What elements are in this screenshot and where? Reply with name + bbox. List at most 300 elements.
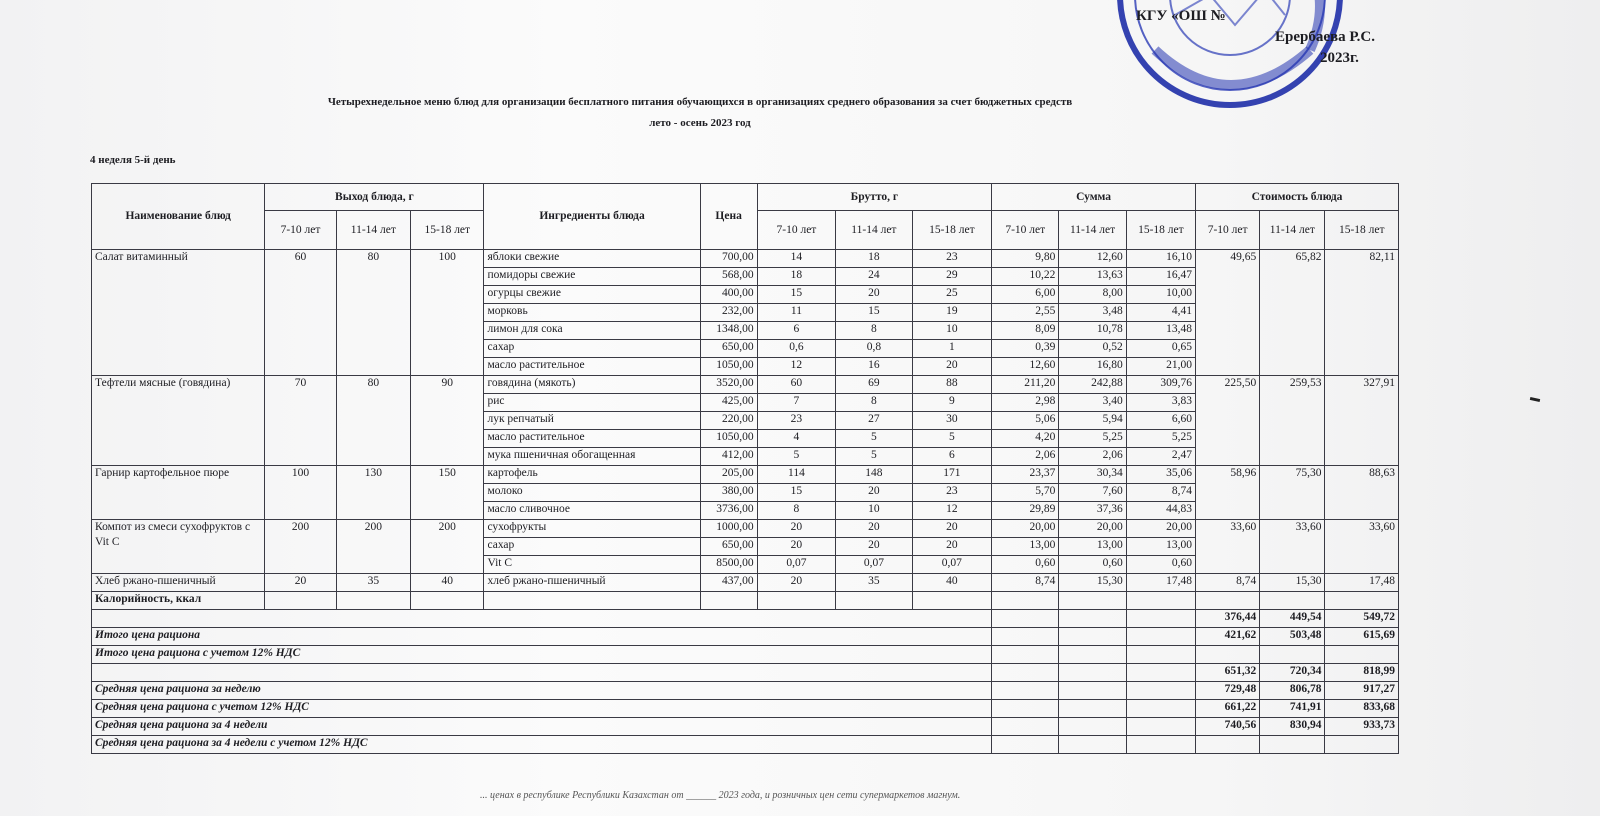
- total-empty-cell: [992, 718, 1059, 736]
- total-label: [92, 610, 992, 628]
- ingredient-brutto: 9: [912, 394, 992, 412]
- dish-output: 40: [411, 574, 484, 592]
- dish-cost: 327,91: [1325, 376, 1399, 466]
- header-age-0: 7-10 лет: [1196, 211, 1260, 250]
- total-empty-cell: [992, 664, 1059, 682]
- ingredient-brutto: 4: [757, 430, 835, 448]
- calories-cell: [265, 592, 336, 610]
- calories-cell: [1196, 592, 1260, 610]
- ingredient-brutto: 20: [836, 520, 912, 538]
- ingredient-name: говядина (мякоть): [484, 376, 700, 394]
- calories-cell: [1059, 592, 1126, 610]
- ingredient-brutto: 15: [757, 286, 835, 304]
- ingredient-name: масло растительное: [484, 430, 700, 448]
- total-empty-cell: [1059, 628, 1126, 646]
- ingredient-brutto: 6: [757, 322, 835, 340]
- ingredient-price: 232,00: [700, 304, 757, 322]
- footnote: ... ценах в республике Республики Казахстан от ______ 2023 года, и розничных цен сети супермаркетов магнум.: [480, 790, 961, 801]
- total-empty-cell: [992, 610, 1059, 628]
- dish-name: Хлеб ржано-пшеничный: [92, 574, 265, 592]
- ingredient-brutto: 23: [757, 412, 835, 430]
- table-row: [92, 250, 1399, 268]
- dish-name: Компот из смеси сухофруктов с Vit C: [92, 520, 265, 574]
- ingredient-price: 1000,00: [700, 520, 757, 538]
- total-value: 741,91: [1260, 700, 1325, 718]
- ingredient-sum: 37,36: [1059, 502, 1126, 520]
- ingredient-price: 220,00: [700, 412, 757, 430]
- ingredient-sum: 20,00: [1059, 520, 1126, 538]
- calories-cell: [1126, 592, 1195, 610]
- ingredient-brutto: 7: [757, 394, 835, 412]
- total-label: Средняя цена рациона за неделю: [92, 682, 992, 700]
- dish-output: 80: [336, 250, 410, 376]
- total-empty-cell: [992, 646, 1059, 664]
- table-row: [92, 574, 1399, 592]
- ingredient-brutto: 23: [912, 484, 992, 502]
- ingredient-brutto: 20: [757, 520, 835, 538]
- ingredient-brutto: 6: [912, 448, 992, 466]
- total-value: 661,22: [1196, 700, 1260, 718]
- ingredient-sum: 0,52: [1059, 340, 1126, 358]
- calories-cell: [992, 592, 1059, 610]
- total-row: [92, 682, 1399, 700]
- ingredient-sum: 309,76: [1126, 376, 1195, 394]
- calories-cell: [1260, 592, 1325, 610]
- calories-cell: [411, 592, 484, 610]
- ingredient-brutto: 11: [757, 304, 835, 322]
- ingredient-sum: 3,48: [1059, 304, 1126, 322]
- ingredient-price: 380,00: [700, 484, 757, 502]
- document-title: Четырехнедельное меню блюд для организации бесплатного питания обучающихся в организациях среднего образования за счет бюджетных средств: [327, 96, 1073, 108]
- total-empty-cell: [1126, 646, 1195, 664]
- ingredient-sum: 0,60: [992, 556, 1059, 574]
- dish-output: 100: [265, 466, 336, 520]
- header-age-2: 15-18 лет: [1325, 211, 1399, 250]
- ingredient-sum: 4,20: [992, 430, 1059, 448]
- ingredient-brutto: 18: [836, 250, 912, 268]
- total-label: [92, 664, 992, 682]
- dish-output: 20: [265, 574, 336, 592]
- ingredient-brutto: 60: [757, 376, 835, 394]
- ingredient-brutto: 40: [912, 574, 992, 592]
- approval-org: КГУ «ОШ №: [1136, 8, 1226, 24]
- ingredient-sum: 12,60: [1059, 250, 1126, 268]
- dish-cost: 259,53: [1260, 376, 1325, 466]
- ingredient-brutto: 14: [757, 250, 835, 268]
- total-value: 549,72: [1325, 610, 1399, 628]
- total-empty-cell: [1126, 682, 1195, 700]
- total-value: 729,48: [1196, 682, 1260, 700]
- ingredient-brutto: 8: [757, 502, 835, 520]
- ingredient-sum: 5,06: [992, 412, 1059, 430]
- ingredient-brutto: 23: [912, 250, 992, 268]
- total-row: [92, 700, 1399, 718]
- ingredient-brutto: 10: [912, 322, 992, 340]
- total-label: Средняя цена рациона за 4 недели: [92, 718, 992, 736]
- dish-cost: 17,48: [1325, 574, 1399, 592]
- ingredient-brutto: 25: [912, 286, 992, 304]
- ingredient-name: Vit C: [484, 556, 700, 574]
- ingredient-brutto: 16: [836, 358, 912, 376]
- header-brutto: Брутто, г: [757, 184, 991, 211]
- calories-cell: [836, 592, 912, 610]
- total-empty-cell: [1126, 610, 1195, 628]
- ingredient-sum: 3,40: [1059, 394, 1126, 412]
- ingredient-sum: 30,34: [1059, 466, 1126, 484]
- ingredient-name: огурцы свежие: [484, 286, 700, 304]
- total-empty-cell: [992, 700, 1059, 718]
- total-value: [1196, 646, 1260, 664]
- ingredient-brutto: 30: [912, 412, 992, 430]
- ingredient-name: масло сливочное: [484, 502, 700, 520]
- total-label: Средняя цена рациона за 4 недели с учетом 12% НДС: [92, 736, 992, 754]
- ingredient-sum: 0,60: [1126, 556, 1195, 574]
- ingredient-brutto: 0,6: [757, 340, 835, 358]
- approval-signer: Ерербаева Р.С.: [1275, 29, 1375, 45]
- header-age-1: 11-14 лет: [336, 211, 410, 250]
- ingredient-price: 425,00: [700, 394, 757, 412]
- ingredient-sum: 13,00: [1059, 538, 1126, 556]
- ingredient-sum: 44,83: [1126, 502, 1195, 520]
- ingredient-name: помидоры свежие: [484, 268, 700, 286]
- total-value: 806,78: [1260, 682, 1325, 700]
- total-empty-cell: [1059, 646, 1126, 664]
- ingredient-brutto: 5: [836, 430, 912, 448]
- dish-cost: 75,30: [1260, 466, 1325, 520]
- calories-cell: [757, 592, 835, 610]
- ingredient-brutto: 10: [836, 502, 912, 520]
- ingredient-brutto: 20: [836, 538, 912, 556]
- ingredient-brutto: 20: [757, 574, 835, 592]
- ingredient-brutto: 19: [912, 304, 992, 322]
- ingredient-sum: 2,06: [1059, 448, 1126, 466]
- ingredient-name: хлеб ржано-пшеничный: [484, 574, 700, 592]
- approval-date: 2023г.: [1320, 50, 1359, 66]
- dish-output: 70: [265, 376, 336, 466]
- ingredient-brutto: 0,07: [757, 556, 835, 574]
- total-value: 720,34: [1260, 664, 1325, 682]
- calories-cell: [912, 592, 992, 610]
- ingredient-brutto: 5: [757, 448, 835, 466]
- ingredient-price: 700,00: [700, 250, 757, 268]
- ingredient-brutto: 18: [757, 268, 835, 286]
- total-value: 917,27: [1325, 682, 1399, 700]
- header-cost: Стоимость блюда: [1196, 184, 1399, 211]
- ingredient-price: 3736,00: [700, 502, 757, 520]
- total-value: 615,69: [1325, 628, 1399, 646]
- header-age-2: 15-18 лет: [1126, 211, 1195, 250]
- header-age-2: 15-18 лет: [912, 211, 992, 250]
- header-ingredients: Ингредиенты блюда: [484, 184, 700, 250]
- dish-cost: 88,63: [1325, 466, 1399, 520]
- total-row: [92, 736, 1399, 754]
- calories-cell: [336, 592, 410, 610]
- ingredient-sum: 8,74: [1126, 484, 1195, 502]
- ingredient-sum: 13,00: [1126, 538, 1195, 556]
- ingredient-brutto: 148: [836, 466, 912, 484]
- total-row: [92, 664, 1399, 682]
- ingredient-sum: 10,22: [992, 268, 1059, 286]
- dish-name: Гарнир картофельное пюре: [92, 466, 265, 520]
- total-empty-cell: [1059, 664, 1126, 682]
- ingredient-brutto: 20: [912, 358, 992, 376]
- ingredient-sum: 211,20: [992, 376, 1059, 394]
- ingredient-name: лимон для сока: [484, 322, 700, 340]
- ingredient-brutto: 5: [912, 430, 992, 448]
- dish-cost: 82,11: [1325, 250, 1399, 376]
- ingredient-sum: 5,25: [1059, 430, 1126, 448]
- ingredient-sum: 16,47: [1126, 268, 1195, 286]
- total-empty-cell: [1126, 718, 1195, 736]
- dish-cost: 15,30: [1260, 574, 1325, 592]
- ingredient-sum: 6,60: [1126, 412, 1195, 430]
- total-value: 740,56: [1196, 718, 1260, 736]
- ingredient-price: 650,00: [700, 340, 757, 358]
- total-empty-cell: [1059, 610, 1126, 628]
- ingredient-name: мука пшеничная обогащенная: [484, 448, 700, 466]
- ingredient-price: 437,00: [700, 574, 757, 592]
- document-period: лето - осень 2023 год: [649, 117, 751, 129]
- ingredient-sum: 9,80: [992, 250, 1059, 268]
- total-empty-cell: [992, 628, 1059, 646]
- dish-output: 200: [411, 520, 484, 574]
- total-value: 818,99: [1325, 664, 1399, 682]
- table-row: [92, 466, 1399, 484]
- ingredient-sum: 17,48: [1126, 574, 1195, 592]
- table-row: [92, 376, 1399, 394]
- ingredient-sum: 20,00: [992, 520, 1059, 538]
- total-empty-cell: [1059, 736, 1126, 754]
- ingredient-sum: 10,00: [1126, 286, 1195, 304]
- calories-row: [92, 592, 1399, 610]
- dish-name: Тефтели мясные (говядина): [92, 376, 265, 466]
- ingredient-brutto: 12: [912, 502, 992, 520]
- ingredient-name: масло растительное: [484, 358, 700, 376]
- ingredient-price: 8500,00: [700, 556, 757, 574]
- header-dish-name: Наименование блюд: [92, 184, 265, 250]
- ingredient-price: 1050,00: [700, 358, 757, 376]
- ingredient-name: сахар: [484, 340, 700, 358]
- ingredient-name: лук репчатый: [484, 412, 700, 430]
- dish-output: 200: [265, 520, 336, 574]
- ingredient-name: молоко: [484, 484, 700, 502]
- calories-cell: [700, 592, 757, 610]
- total-value: [1325, 646, 1399, 664]
- header-age-0: 7-10 лет: [992, 211, 1059, 250]
- ingredient-price: 3520,00: [700, 376, 757, 394]
- header-age-1: 11-14 лет: [836, 211, 912, 250]
- ingredient-sum: 6,00: [992, 286, 1059, 304]
- ingredient-brutto: 171: [912, 466, 992, 484]
- ingredient-brutto: 35: [836, 574, 912, 592]
- header-price: Цена: [700, 184, 757, 250]
- total-empty-cell: [1059, 682, 1126, 700]
- ingredient-sum: 2,55: [992, 304, 1059, 322]
- ingredient-name: сахар: [484, 538, 700, 556]
- dish-output: 35: [336, 574, 410, 592]
- ingredient-brutto: 15: [757, 484, 835, 502]
- ingredient-sum: 23,37: [992, 466, 1059, 484]
- ingredient-brutto: 0,07: [836, 556, 912, 574]
- ingredient-brutto: 8: [836, 322, 912, 340]
- dish-output: 90: [411, 376, 484, 466]
- total-label: Итого цена рациона: [92, 628, 992, 646]
- total-empty-cell: [1059, 700, 1126, 718]
- header-age-1: 11-14 лет: [1260, 211, 1325, 250]
- dish-cost: 33,60: [1196, 520, 1260, 574]
- dish-cost: 8,74: [1196, 574, 1260, 592]
- total-value: 933,73: [1325, 718, 1399, 736]
- ingredient-sum: 20,00: [1126, 520, 1195, 538]
- ingredient-price: 400,00: [700, 286, 757, 304]
- ingredient-price: 1348,00: [700, 322, 757, 340]
- total-row: [92, 646, 1399, 664]
- ingredient-sum: 2,98: [992, 394, 1059, 412]
- menu-body: [92, 250, 1399, 754]
- total-value: 833,68: [1325, 700, 1399, 718]
- total-label: Итого цена рациона с учетом 12% НДС: [92, 646, 992, 664]
- ingredient-sum: 2,06: [992, 448, 1059, 466]
- ingredient-brutto: 8: [836, 394, 912, 412]
- ingredient-sum: 4,41: [1126, 304, 1195, 322]
- approval-block: [1130, 6, 1400, 69]
- table-row: [92, 520, 1399, 538]
- dish-cost: 33,60: [1325, 520, 1399, 574]
- total-empty-cell: [1126, 628, 1195, 646]
- calories-cell: [1325, 592, 1399, 610]
- dish-output: 150: [411, 466, 484, 520]
- total-value: 830,94: [1260, 718, 1325, 736]
- ingredient-sum: 3,83: [1126, 394, 1195, 412]
- header-output: Выход блюда, г: [265, 184, 484, 211]
- dish-cost: 58,96: [1196, 466, 1260, 520]
- ingredient-brutto: 12: [757, 358, 835, 376]
- ingredient-price: 205,00: [700, 466, 757, 484]
- total-value: [1325, 736, 1399, 754]
- total-empty-cell: [1126, 664, 1195, 682]
- ingredient-price: 412,00: [700, 448, 757, 466]
- ingredient-brutto: 20: [836, 286, 912, 304]
- ingredient-sum: 7,60: [1059, 484, 1126, 502]
- dish-output: 100: [411, 250, 484, 376]
- ingredient-sum: 12,60: [992, 358, 1059, 376]
- total-value: 421,62: [1196, 628, 1260, 646]
- header-age-2: 15-18 лет: [411, 211, 484, 250]
- dish-cost: 65,82: [1260, 250, 1325, 376]
- total-value: [1260, 646, 1325, 664]
- ingredient-brutto: 20: [836, 484, 912, 502]
- ingredient-brutto: 114: [757, 466, 835, 484]
- dish-cost: 49,65: [1196, 250, 1260, 376]
- ingredient-brutto: 15: [836, 304, 912, 322]
- ingredient-sum: 5,70: [992, 484, 1059, 502]
- ingredient-brutto: 1: [912, 340, 992, 358]
- total-value: 651,32: [1196, 664, 1260, 682]
- ingredient-sum: 13,00: [992, 538, 1059, 556]
- ingredient-brutto: 0,07: [912, 556, 992, 574]
- ingredient-sum: 15,30: [1059, 574, 1126, 592]
- total-empty-cell: [992, 736, 1059, 754]
- ingredient-sum: 29,89: [992, 502, 1059, 520]
- pen-mark: [1530, 397, 1540, 402]
- ingredient-sum: 5,25: [1126, 430, 1195, 448]
- ingredient-brutto: 20: [912, 538, 992, 556]
- header-sum: Сумма: [992, 184, 1196, 211]
- total-empty-cell: [1126, 700, 1195, 718]
- total-empty-cell: [1059, 718, 1126, 736]
- total-row: [92, 628, 1399, 646]
- ingredient-name: морковь: [484, 304, 700, 322]
- week-day-label: 4 неделя 5-й день: [90, 154, 176, 166]
- ingredient-sum: 16,10: [1126, 250, 1195, 268]
- ingredient-sum: 13,63: [1059, 268, 1126, 286]
- ingredient-sum: 2,47: [1126, 448, 1195, 466]
- total-row: [92, 718, 1399, 736]
- ingredient-brutto: 29: [912, 268, 992, 286]
- dish-output: 200: [336, 520, 410, 574]
- ingredient-sum: 21,00: [1126, 358, 1195, 376]
- total-value: 449,54: [1260, 610, 1325, 628]
- total-empty-cell: [1126, 736, 1195, 754]
- ingredient-sum: 0,60: [1059, 556, 1126, 574]
- dish-name: Салат витаминный: [92, 250, 265, 376]
- total-empty-cell: [992, 682, 1059, 700]
- ingredient-sum: 10,78: [1059, 322, 1126, 340]
- dish-output: 130: [336, 466, 410, 520]
- total-value: [1260, 736, 1325, 754]
- ingredient-brutto: 69: [836, 376, 912, 394]
- ingredient-brutto: 20: [912, 520, 992, 538]
- ingredient-sum: 0,39: [992, 340, 1059, 358]
- ingredient-sum: 0,65: [1126, 340, 1195, 358]
- ingredient-sum: 242,88: [1059, 376, 1126, 394]
- header-age-0: 7-10 лет: [265, 211, 336, 250]
- ingredient-sum: 16,80: [1059, 358, 1126, 376]
- ingredient-brutto: 88: [912, 376, 992, 394]
- calories-cell: [484, 592, 700, 610]
- header-age-1: 11-14 лет: [1059, 211, 1126, 250]
- ingredient-price: 568,00: [700, 268, 757, 286]
- ingredient-sum: 8,00: [1059, 286, 1126, 304]
- ingredient-sum: 35,06: [1126, 466, 1195, 484]
- ingredient-name: рис: [484, 394, 700, 412]
- total-value: [1196, 736, 1260, 754]
- dish-output: 60: [265, 250, 336, 376]
- ingredient-brutto: 0,8: [836, 340, 912, 358]
- ingredient-brutto: 5: [836, 448, 912, 466]
- header-age-0: 7-10 лет: [757, 211, 835, 250]
- ingredient-name: сухофрукты: [484, 520, 700, 538]
- dish-output: 80: [336, 376, 410, 466]
- ingredient-sum: 8,09: [992, 322, 1059, 340]
- ingredient-name: яблоки свежие: [484, 250, 700, 268]
- ingredient-sum: 8,74: [992, 574, 1059, 592]
- ingredient-price: 1050,00: [700, 430, 757, 448]
- ingredient-sum: 5,94: [1059, 412, 1126, 430]
- menu-table: [91, 183, 1399, 754]
- dish-cost: 33,60: [1260, 520, 1325, 574]
- total-value: 503,48: [1260, 628, 1325, 646]
- total-label: Средняя цена рациона с учетом 12% НДС: [92, 700, 992, 718]
- total-value: 376,44: [1196, 610, 1260, 628]
- total-row: [92, 610, 1399, 628]
- calories-label: Калорийность, ккал: [92, 592, 265, 610]
- ingredient-brutto: 27: [836, 412, 912, 430]
- ingredient-sum: 13,48: [1126, 322, 1195, 340]
- ingredient-brutto: 20: [757, 538, 835, 556]
- ingredient-brutto: 24: [836, 268, 912, 286]
- ingredient-name: картофель: [484, 466, 700, 484]
